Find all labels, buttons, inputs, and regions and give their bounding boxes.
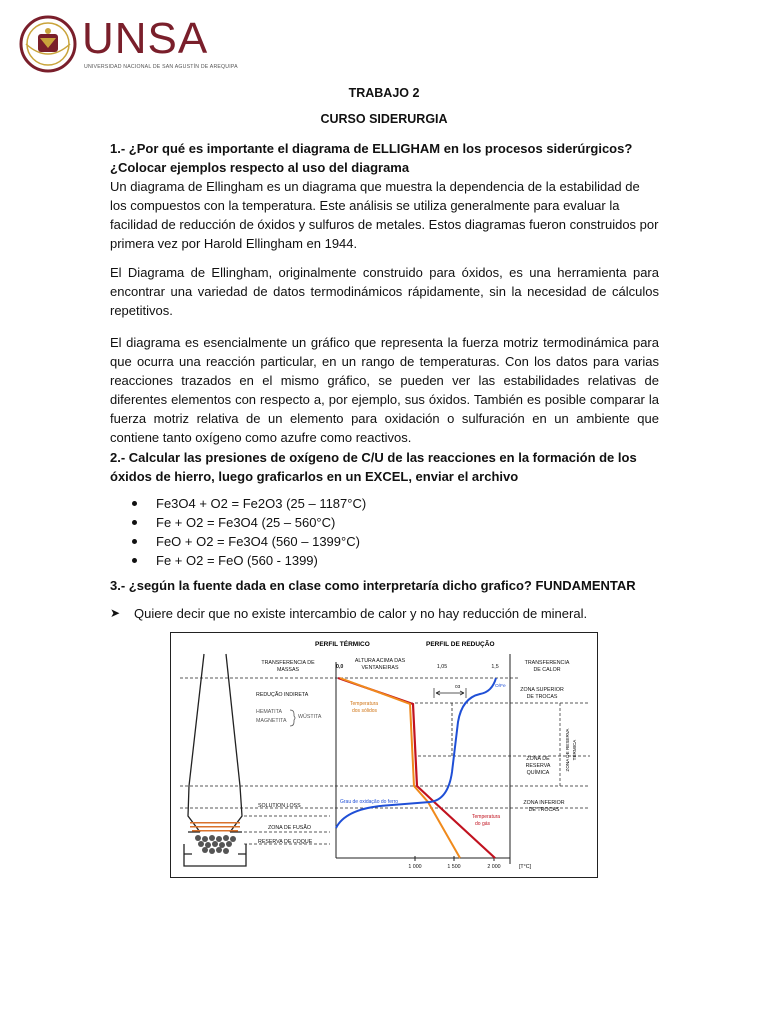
list-item (110, 494, 510, 513)
fusion-zone-dots (190, 822, 240, 832)
label-zona-reserva-3: QUÍMICA (526, 770, 550, 776)
label-altura-2: VENTANEIRAS (361, 665, 399, 671)
paragraph-2: El Diagrama de Ellingham, originalmente construido para óxidos, es una herramienta para encontrar una variedad de datos termodinámicos rápidamente, sin la necesidad de cálculos repetitivos. (110, 265, 659, 318)
label-1-5: 1,5 (491, 664, 499, 670)
label-temp-gas-2: do gás (475, 821, 491, 827)
reaction-text: Fe3O4 + O2 = Fe2O3 (25 – 1187°C) (156, 496, 367, 511)
bullet-icon (132, 558, 137, 563)
label-temp-solidos-1: Temperatura (350, 701, 379, 707)
label-0-0: 0,0 (336, 664, 344, 670)
label-transferencia-calor-2: DE CALOR (533, 667, 561, 673)
title-perfil-reducao: PERFIL DE REDUÇÃO (426, 641, 495, 648)
label-zona-termica-2: TÉRMICA (572, 739, 577, 761)
question-2: 2.- Calcular las presiones de oxígeno de C/U de las reacciones en la formación de los óxidos de hierro, luego graficarlos en un EXCEL, enviar el archivo (110, 450, 637, 484)
label-zona-fusao: ZONA DE FUSÃO (268, 825, 311, 831)
label-temp-gas-1: Temperatura (472, 814, 501, 820)
paragraph-1: Un diagrama de Ellingham es un diagrama que muestra la dependencia de la estabilidad de los compuestos con la temperatura. Este análisis se utiliza generalmente para evaluar la facilidad de reducción de óxidos y sulfuros de metales. Estos diagramas fueron construidos por primera vez por Harold Ellingham en 1944. (110, 179, 659, 251)
paragraph-3: El diagrama es esencialmente un gráfico que representa la fuerza motriz termodinámica para que ocurra una reacción particular, en un rango de temperaturas. Con los datos para varias reacciones trazados en el mismo gráfico, se pueden ver las estabilidades relativas de diferentes elementos con respecto a, por ejemplo, sus óxidos. También es posible comparar la fuerza motriz relativa de un elemento para oxidación o sulfuración en un ambiente que contiene tanto oxígeno como azufre como reactivos. (110, 335, 659, 445)
course-title: CURSO SIDERURGIA (320, 112, 448, 126)
label-zona-superior-1: ZONA SUPERIOR (520, 687, 564, 693)
answer-text: Quiere decir que no existe intercambio de calor y no hay reducción de mineral. (134, 606, 588, 621)
label-zona-reserva-2: RESERVA (525, 763, 551, 769)
university-logo (18, 14, 238, 76)
answer-3 (110, 604, 654, 623)
question-1: 1.- ¿Por qué es importante el diagrama de ELLIGHAM en los procesos siderúrgicos? ¿Colocar ejemplos respecto al uso del diagrama (110, 141, 633, 175)
x-axis-unit: [T°C] (518, 864, 532, 870)
bullet-icon (132, 501, 137, 506)
label-grau-oxidacao: Grau de oxidação do ferro (340, 799, 399, 805)
logo-subtitle: UNIVERSIDAD NACIONAL DE SAN AGUSTÍN DE AREQUIPA (84, 64, 238, 70)
label-transferencia-massas-2: MASSAS (276, 667, 300, 673)
label-solution-loss: SOLUTION LOSS (258, 803, 301, 809)
university-seal-icon (18, 14, 80, 76)
label-zona-inferior-2: DE TROCAS (528, 807, 560, 813)
bullet-icon (132, 539, 137, 544)
label-temp-solidos-2: dos sólidos (352, 708, 378, 714)
reaction-text: Fe + O2 = Fe3O4 (25 – 560°C) (156, 515, 336, 530)
list-item (110, 532, 510, 551)
label-03: 03 (455, 685, 461, 690)
label-zona-reserva-1: ZONA DE (526, 756, 550, 762)
blast-furnace-profile-figure (170, 632, 598, 878)
label-1-05: 1,05 (436, 664, 448, 670)
label-zona-superior-2: DE TROCAS (526, 694, 558, 700)
x-tick-1000: 1 000 (408, 864, 422, 870)
x-tick-1500: 1 500 (447, 864, 461, 870)
logo-text: UNSA (82, 14, 209, 63)
bullet-icon (132, 520, 137, 525)
question-3: 3.- ¿según la fuente dada en clase como interpretaría dicho grafico? FUNDAMENTAR (110, 578, 636, 593)
list-item (110, 513, 510, 532)
arrow-bullet-icon: ➤ (110, 606, 121, 620)
label-transferencia-massas-1: TRANSFERENCIA DE (261, 660, 315, 666)
label-o-fe: O/Fe (495, 684, 506, 689)
label-wustita: WÜSTITA (298, 714, 322, 720)
x-tick-2000: 2 000 (487, 864, 501, 870)
reaction-text: Fe + O2 = FeO (560 - 1399) (156, 553, 318, 568)
reaction-list (110, 494, 510, 570)
title-perfil-termico: PERFIL TÉRMICO (315, 641, 370, 648)
document-title: TRABAJO 2 (348, 86, 420, 100)
label-magnetita: MAGNETITA (256, 718, 287, 724)
label-zona-inferior-1: ZONA INFERIOR (523, 800, 565, 806)
label-reserva-coque: RESERVA DE COQUE (258, 839, 313, 845)
label-reducao-indireta: REDUÇÃO INDIRETA (256, 692, 309, 698)
label-altura-1: ALTURA ACIMA DAS (354, 658, 406, 664)
furnace-diagram (170, 632, 598, 878)
label-zona-termica-1: ZONA DE RESERVA (565, 728, 570, 772)
reaction-text: FeO + O2 = Fe3O4 (560 – 1399°C) (156, 534, 360, 549)
label-hematita: HEMATITA (256, 709, 282, 715)
list-item (110, 551, 510, 570)
label-transferencia-calor-1: TRANSFERENCIA (524, 660, 570, 666)
